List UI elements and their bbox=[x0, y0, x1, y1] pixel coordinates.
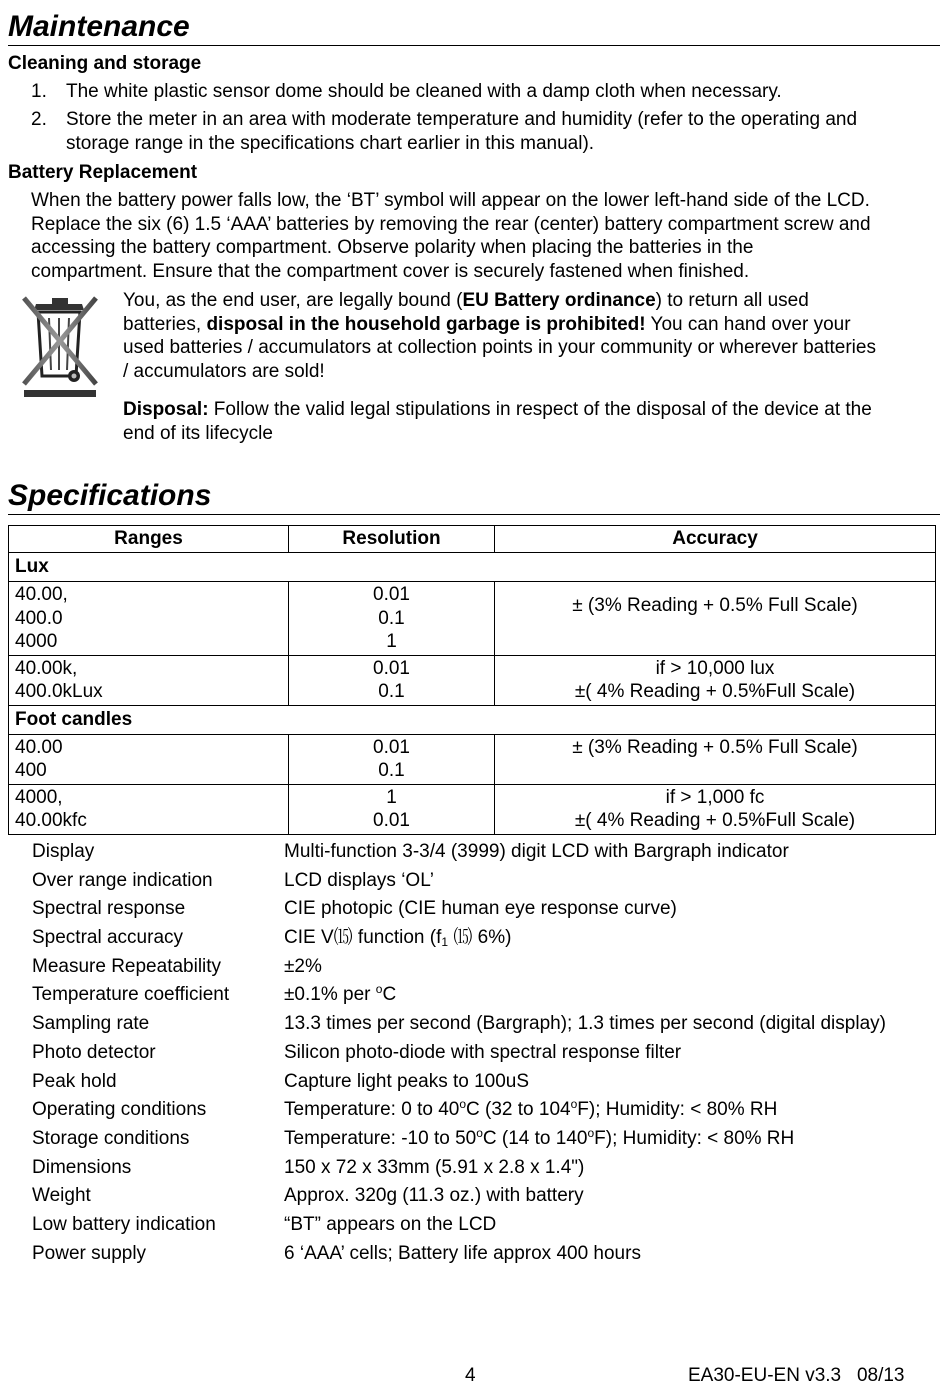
battery-paragraph: accessing the battery compartment. Observe polarity when placing the batteries in the bbox=[31, 237, 754, 258]
eu-notice-line: / accumulators are sold! bbox=[123, 361, 325, 382]
degree-sup: o bbox=[459, 1097, 467, 1112]
title-rule bbox=[8, 514, 940, 515]
spec-row bbox=[32, 1039, 942, 1068]
accuracy-value: ±( 4% Reading + 0.5%Full Scale) bbox=[574, 810, 856, 831]
eu-notice-text: You can hand over your bbox=[645, 314, 851, 335]
degree-sup: o bbox=[570, 1097, 578, 1112]
spec-value-text: C (14 to 140 bbox=[482, 1127, 588, 1149]
list-number: 2. bbox=[31, 109, 47, 130]
resolution-value: 1 bbox=[386, 786, 397, 808]
spec-value-text: CIE V bbox=[284, 927, 334, 949]
spec-value: Multi-function 3-3/4 (3999) digit LCD with Bargraph indicator bbox=[284, 841, 789, 862]
spec-row bbox=[32, 838, 942, 867]
spec-value-text: ±0.1% per bbox=[284, 984, 376, 1006]
degree-sup: o bbox=[587, 1125, 595, 1140]
eu-notice-line: used batteries / accumulators at collection points in your community or wherever batteries bbox=[123, 337, 876, 358]
specifications-title: Specifications bbox=[8, 479, 212, 512]
resolution-value: 0.1 bbox=[378, 607, 405, 629]
range-value: 4000 bbox=[15, 631, 58, 652]
disposal-text: Follow the valid legal stipulations in respect of the disposal of the device at the bbox=[208, 399, 872, 420]
resolution-value: 0.01 bbox=[373, 584, 410, 605]
spec-value-text: C (32 to 104 bbox=[466, 1099, 571, 1121]
table-group-row bbox=[9, 705, 936, 734]
spec-table bbox=[8, 525, 936, 835]
spec-value: Capture light peaks to 100uS bbox=[284, 1070, 530, 1092]
range-value: 40.00 bbox=[15, 736, 63, 758]
title-rule bbox=[8, 45, 940, 46]
eu-notice-line bbox=[123, 313, 851, 337]
column-header: Ranges bbox=[9, 526, 289, 553]
spec-label: Power supply bbox=[32, 1242, 147, 1264]
spec-row bbox=[32, 924, 942, 953]
degree-sup: o bbox=[375, 982, 383, 997]
spec-row bbox=[32, 953, 942, 982]
disposal-prohibited-bold: disposal in the household garbage is prohibited! bbox=[206, 314, 646, 335]
spec-row bbox=[32, 867, 942, 896]
spec-label: Temperature coefficient bbox=[32, 984, 230, 1006]
resolution-value: 1 bbox=[386, 631, 397, 652]
spec-value: Silicon photo-diode with spectral response filter bbox=[284, 1041, 682, 1063]
spec-value: CIE photopic (CIE human eye response curve) bbox=[284, 898, 677, 920]
spec-value-text: 6%) bbox=[472, 927, 512, 949]
table-cell bbox=[289, 582, 495, 656]
list-item: storage range in the specifications chart earlier in this manual). bbox=[66, 133, 595, 154]
spec-value-text: Temperature: -10 to 50 bbox=[284, 1127, 477, 1149]
table-cell bbox=[289, 655, 495, 705]
spec-row bbox=[32, 1211, 942, 1240]
column-header: Accuracy bbox=[495, 526, 936, 553]
spec-value: 6 ‘AAA’ cells; Battery life approx 400 hours bbox=[284, 1242, 641, 1264]
spec-row bbox=[32, 1182, 942, 1211]
group-label: Foot candles bbox=[9, 705, 936, 734]
spec-value: 13.3 times per second (Bargraph); 1.3 times per second (digital display) bbox=[284, 1013, 886, 1035]
spec-value-text: Temperature: 0 to 40 bbox=[284, 1099, 460, 1121]
list-item: The white plastic sensor dome should be cleaned with a damp cloth when necessary. bbox=[66, 81, 782, 102]
spec-label: Storage conditions bbox=[32, 1127, 190, 1149]
spec-row bbox=[32, 895, 942, 924]
battery-heading: Battery Replacement bbox=[8, 162, 198, 183]
eu-notice-text: batteries, bbox=[123, 314, 207, 335]
spec-label: Over range indication bbox=[32, 869, 213, 891]
table-cell bbox=[495, 784, 936, 834]
spec-label: Low battery indication bbox=[32, 1213, 216, 1235]
eu-notice-line bbox=[123, 289, 809, 313]
accuracy-value: if > 10,000 lux bbox=[655, 657, 775, 679]
spec-label: Photo detector bbox=[32, 1041, 156, 1063]
range-value: 4000, bbox=[15, 786, 63, 808]
spec-value: ±2% bbox=[284, 955, 322, 977]
range-value: 40.00k, bbox=[15, 657, 78, 679]
spec-label: Operating conditions bbox=[32, 1099, 207, 1121]
circled-symbol: ⒂ bbox=[453, 927, 473, 949]
table-row bbox=[9, 655, 936, 705]
disposal-label: Disposal: bbox=[123, 399, 209, 420]
spec-row bbox=[32, 1096, 942, 1125]
table-row bbox=[9, 734, 936, 784]
spec-value: Approx. 320g (11.3 oz.) with battery bbox=[284, 1185, 584, 1207]
group-label: Lux bbox=[9, 553, 936, 582]
page-number: 4 bbox=[465, 1365, 476, 1386]
resolution-value: 0.1 bbox=[378, 681, 405, 702]
degree-sup: o bbox=[476, 1125, 483, 1140]
table-cell bbox=[495, 655, 936, 705]
battery-paragraph: When the battery power falls low, the ‘BT’ symbol will appear on the lower left-hand side of the LCD. bbox=[31, 190, 870, 211]
spec-value bbox=[284, 924, 511, 953]
resolution-value: 0.01 bbox=[373, 810, 410, 831]
table-cell bbox=[9, 582, 289, 656]
spec-label: Display bbox=[32, 841, 95, 862]
disposal-line bbox=[123, 398, 872, 422]
spec-value: “BT” appears on the LCD bbox=[284, 1213, 497, 1235]
range-value: 40.00, bbox=[15, 584, 68, 605]
spec-label: Spectral accuracy bbox=[32, 927, 184, 949]
spec-value-text: function (f bbox=[352, 927, 442, 949]
table-cell bbox=[495, 582, 936, 656]
spec-value: 150 x 72 x 33mm (5.91 x 2.8 x 1.4") bbox=[284, 1156, 585, 1178]
circled-symbol: ⒂ bbox=[333, 927, 353, 949]
table-cell bbox=[495, 734, 936, 784]
list-item: Store the meter in an area with moderate temperature and humidity (refer to the operating and bbox=[66, 109, 858, 130]
maintenance-title: Maintenance bbox=[8, 10, 190, 43]
weee-bin-icon bbox=[14, 290, 106, 398]
spec-row bbox=[32, 981, 942, 1010]
cleaning-heading: Cleaning and storage bbox=[8, 53, 202, 74]
table-row bbox=[9, 582, 936, 656]
spec-label: Sampling rate bbox=[32, 1013, 150, 1035]
range-value: 400 bbox=[15, 760, 47, 781]
spec-label: Spectral response bbox=[32, 898, 186, 920]
column-header: Resolution bbox=[289, 526, 495, 553]
table-cell bbox=[9, 655, 289, 705]
spec-row bbox=[32, 1068, 942, 1097]
resolution-value: 0.01 bbox=[373, 736, 410, 758]
spec-row bbox=[32, 1240, 942, 1269]
spec-value bbox=[284, 1096, 777, 1125]
range-value: 400.0kLux bbox=[15, 681, 103, 702]
spec-value-text: F); Humidity: < 80% RH bbox=[577, 1099, 778, 1121]
spec-value-text: F); Humidity: < 80% RH bbox=[594, 1127, 795, 1149]
accuracy-value: ± (3% Reading + 0.5% Full Scale) bbox=[572, 736, 858, 758]
table-group-row bbox=[9, 553, 936, 582]
resolution-value: 0.1 bbox=[378, 760, 405, 781]
eu-notice-text: ) to return all used bbox=[655, 290, 809, 311]
eu-notice-text: You, as the end user, are legally bound ( bbox=[123, 290, 463, 311]
spec-list bbox=[32, 838, 942, 1268]
spec-label: Peak hold bbox=[32, 1070, 117, 1092]
spec-value bbox=[284, 1125, 794, 1154]
accuracy-value: ± (3% Reading + 0.5% Full Scale) bbox=[572, 595, 858, 616]
spec-value bbox=[284, 981, 396, 1010]
range-value: 400.0 bbox=[15, 607, 63, 629]
table-header-row bbox=[9, 526, 936, 553]
spec-row bbox=[32, 1154, 942, 1183]
accuracy-value: ±( 4% Reading + 0.5%Full Scale) bbox=[574, 681, 856, 702]
spec-value-text: C bbox=[382, 984, 397, 1006]
spec-label: Measure Repeatability bbox=[32, 955, 222, 977]
spec-label: Weight bbox=[32, 1185, 91, 1207]
table-cell bbox=[289, 734, 495, 784]
document-id: EA30-EU-EN v3.3 08/13 bbox=[688, 1365, 905, 1386]
table-cell bbox=[289, 784, 495, 834]
spec-row bbox=[32, 1125, 942, 1154]
disposal-line: end of its lifecycle bbox=[123, 423, 273, 444]
spec-row bbox=[32, 1010, 942, 1039]
list-number: 1. bbox=[31, 81, 47, 102]
subscript: 1 bbox=[441, 935, 449, 950]
range-value: 40.00kfc bbox=[15, 810, 87, 831]
table-cell bbox=[9, 784, 289, 834]
spec-label: Dimensions bbox=[32, 1156, 132, 1178]
spec-value: LCD displays ‘OL’ bbox=[284, 869, 434, 891]
table-row bbox=[9, 784, 936, 834]
table-cell bbox=[9, 734, 289, 784]
resolution-value: 0.01 bbox=[373, 657, 410, 679]
eu-ordinance-bold: EU Battery ordinance bbox=[462, 290, 656, 311]
battery-paragraph: Replace the six (6) 1.5 ‘AAA’ batteries by removing the rear (center) battery compartment screw and bbox=[31, 214, 871, 235]
accuracy-value: if > 1,000 fc bbox=[665, 786, 765, 808]
battery-paragraph: compartment. Ensure that the compartment cover is securely fastened when finished. bbox=[31, 261, 750, 282]
